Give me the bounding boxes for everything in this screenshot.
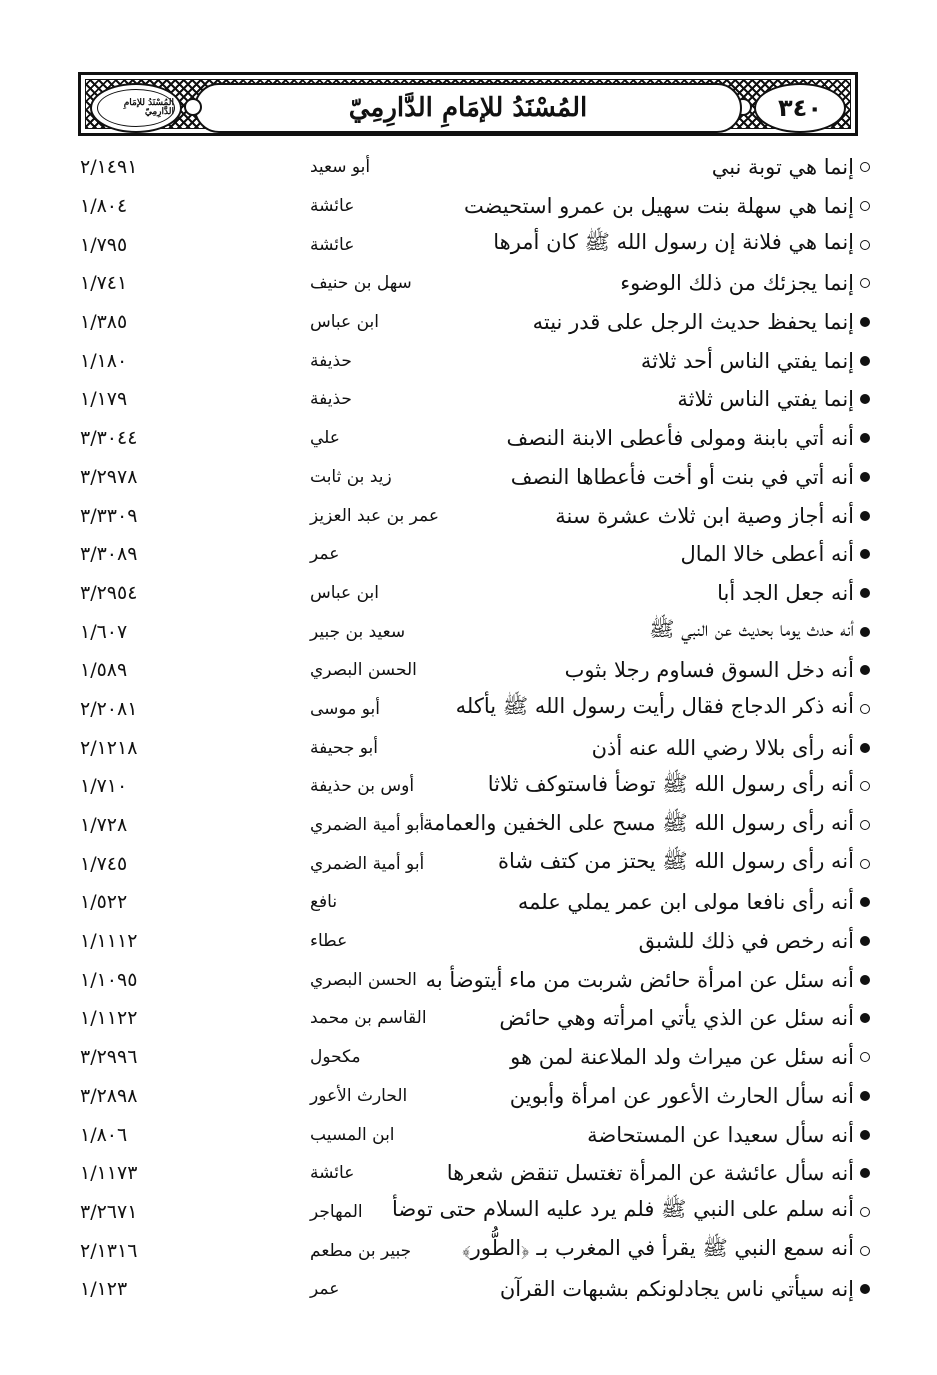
hadith-text: أنه حدث يوما بحديث عن النبي ﷺ [649, 617, 854, 642]
bullet-icon [860, 1246, 870, 1256]
bullet-icon [860, 511, 870, 521]
bullet-icon [860, 1052, 870, 1062]
volume-hadith-ref: ١/٧٩٥ [80, 233, 128, 256]
narrator: نافع [310, 892, 338, 913]
hadith-text: أنه رأى رسول الله ﷺ توضأ فاستوكف ثلاثا [487, 771, 854, 796]
hadith-text: إنما هي سهلة بنت سهيل بن عمرو استحيضت [463, 194, 854, 219]
hadith-text: أنه سمع النبي ﷺ يقرأ في المغرب بـ ﴿الطُّور﴾ [461, 1236, 854, 1261]
bullet-icon [860, 743, 870, 753]
narrator: أبو أمية الضمري [310, 853, 425, 874]
bullet-icon [860, 472, 870, 482]
volume-hadith-ref: ٣/٣٠٨٩ [80, 543, 138, 566]
seal-icon [97, 89, 175, 127]
bullet-icon [860, 278, 870, 288]
index-entry [60, 1154, 870, 1193]
bullet-icon [860, 549, 870, 559]
bullet-icon [860, 433, 870, 443]
bullet-icon [860, 1168, 870, 1178]
volume-hadith-ref: ١/١٨٠ [80, 349, 128, 372]
hadith-text: أنه رأى رسول الله ﷺ يحتز من كتف شاة [497, 849, 854, 874]
volume-hadith-ref: ١/١١٢٢ [80, 1007, 138, 1030]
narrator: أبو سعيد [310, 157, 371, 178]
index-entry [60, 999, 870, 1038]
bullet-icon [860, 1284, 870, 1294]
hadith-text: إنما يحفظ حديث الرجل على قدر نيته [532, 310, 854, 335]
hadith-text: أنه أجاز وصية ابن ثلاث عشرة سنة [555, 503, 854, 528]
narrator: علي [310, 428, 340, 449]
index-entry [60, 303, 870, 342]
narrator: ابن المسيب [310, 1124, 395, 1145]
page-number: ٣٤٠ [778, 94, 822, 122]
narrator: زيد بن ثابت [310, 466, 392, 487]
title-cartouche [194, 83, 742, 133]
index-entry [60, 960, 870, 999]
volume-hadith-ref: ١/٧٢٨ [80, 814, 128, 837]
page-number-medallion [754, 83, 846, 133]
bullet-icon [860, 859, 870, 869]
volume-hadith-ref: ١/٣٨٥ [80, 311, 128, 334]
narrator: أوس بن حذيفة [310, 776, 415, 797]
bullet-icon [860, 317, 870, 327]
volume-hadith-ref: ٢/١٣١٦ [80, 1239, 138, 1262]
bullet-icon [860, 394, 870, 404]
volume-hadith-ref: ٣/٣٣٠٩ [80, 504, 138, 527]
volume-hadith-ref: ١/٨٠٦ [80, 1123, 128, 1146]
volume-hadith-ref: ١/٦٠٧ [80, 620, 128, 643]
hadith-index-list [60, 148, 870, 1309]
narrator: عمر [310, 544, 340, 565]
narrator: عمر [310, 1279, 340, 1300]
bullet-icon [860, 356, 870, 366]
narrator: المهاجر [310, 1201, 363, 1222]
volume-hadith-ref: ٣/٢٩٥٤ [80, 581, 138, 604]
volume-hadith-ref: ١/١٧٩ [80, 388, 128, 411]
volume-hadith-ref: ٢/١٢١٨ [80, 736, 138, 759]
narrator: أبو أمية الضمري [310, 815, 425, 836]
narrator: أبو موسى [310, 698, 380, 719]
index-entry [60, 535, 870, 574]
narrator: عائشة [310, 1163, 355, 1184]
volume-hadith-ref: ٢/٢٠٨١ [80, 697, 138, 720]
narrator: أبو جحيفة [310, 737, 378, 758]
index-entry [60, 419, 870, 458]
bullet-icon [860, 665, 870, 675]
volume-hadith-ref: ١/٥٢٢ [80, 891, 128, 914]
bullet-icon [860, 162, 870, 172]
volume-hadith-ref: ١/١١٧٣ [80, 1162, 138, 1185]
index-entry [60, 883, 870, 922]
narrator: القاسم بن محمد [310, 1008, 427, 1029]
hadith-text: أنه أتي بابنة ومولى فأعطى الابنة النصف [506, 426, 854, 451]
volume-hadith-ref: ٣/٣٠٤٤ [80, 427, 138, 450]
book-title: المُسْنَدُ للإمَامِ الدَّارِمِيّ [348, 93, 588, 123]
index-entry [60, 458, 870, 497]
index-entry [60, 264, 870, 303]
narrator: الحسن البصري [310, 969, 417, 990]
hadith-text: أنه أعطى خالا المال [680, 542, 854, 567]
index-entry [60, 612, 870, 651]
hadith-text: أنه رأى رسول الله ﷺ مسح على الخفين والعمامة [422, 810, 854, 835]
narrator: ابن عباس [310, 312, 380, 333]
volume-hadith-ref: ٣/٢٩٩٦ [80, 1046, 138, 1069]
hadith-text: أنه دخل السوق فساوم رجلا بثوب [564, 658, 854, 683]
volume-hadith-ref: ٣/٢٦٧١ [80, 1200, 138, 1223]
index-entry [60, 1077, 870, 1116]
hadith-text: إنه سيأتي ناس يجادلونكم بشبهات القرآن [499, 1277, 854, 1302]
narrator: الحسن البصري [310, 660, 417, 681]
narrator: عائشة [310, 234, 355, 255]
volume-hadith-ref: ١/١٠٩٥ [80, 968, 138, 991]
bullet-icon [860, 201, 870, 211]
narrator: الحارث الأعور [310, 1085, 408, 1106]
bullet-icon [860, 1207, 870, 1217]
volume-hadith-ref: ١/٨٠٤ [80, 195, 128, 218]
volume-hadith-ref: ١/١٢٣ [80, 1278, 128, 1301]
index-entry [60, 225, 870, 264]
volume-hadith-ref: ٣/٢٨٩٨ [80, 1084, 138, 1107]
narrator: عطاء [310, 931, 348, 952]
bullet-icon [860, 627, 870, 637]
index-entry [60, 1038, 870, 1077]
volume-hadith-ref: ٢/١٤٩١ [80, 156, 138, 179]
hadith-text: أنه سلم على النبي ﷺ فلم يرد عليه السلام حتى توضأ [391, 1197, 854, 1222]
index-entry [60, 922, 870, 961]
flourish-icon [184, 98, 202, 116]
index-entry [60, 844, 870, 883]
seal-text: المُسْنَدُ للإمَامِ الدَّارِمِيّ [123, 98, 174, 117]
index-entry [60, 690, 870, 729]
hadith-text: أنه رأى بلالا رضي الله عنه أذن [591, 735, 854, 760]
bullet-icon [860, 897, 870, 907]
hadith-text: أنه سأل سعيدا عن المستحاضة [587, 1122, 854, 1147]
header-ornament-band [85, 79, 851, 129]
index-entry [60, 380, 870, 419]
hadith-text: أنه جعل الجد أبا [717, 580, 854, 605]
volume-hadith-ref: ١/٧٤٥ [80, 852, 128, 875]
hadith-text: أنه سأل الحارث الأعور عن امرأة وأبوين [509, 1083, 854, 1108]
hadith-text: أنه سئل عن الذي يأتي امرأته وهي حائض [499, 1006, 854, 1031]
index-entry [60, 767, 870, 806]
volume-hadith-ref: ١/٥٨٩ [80, 659, 128, 682]
narrator: سعيد بن جبير [310, 621, 406, 642]
volume-hadith-ref: ١/١١١٢ [80, 930, 138, 953]
index-entry [60, 148, 870, 187]
volume-hadith-ref: ١/٧١٠ [80, 775, 128, 798]
narrator: مكحول [310, 1047, 361, 1068]
hadith-text: أنه سأل عائشة عن المرأة تغتسل تنقض شعرها [446, 1161, 854, 1186]
hadith-text: أنه أتي في بنت أو أخت فأعطاها النصف [510, 464, 854, 489]
seal-medallion [90, 83, 182, 133]
narrator: حذيفة [310, 389, 352, 410]
narrator: ابن عباس [310, 582, 380, 603]
hadith-text: أنه سئل عن امرأة حائض شربت من ماء أيتوضأ به [425, 967, 854, 992]
narrator: عائشة [310, 196, 355, 217]
hadith-text: إنما يجزئك من ذلك الوضوء [620, 271, 854, 296]
index-entry [60, 1115, 870, 1154]
index-entry [60, 341, 870, 380]
bullet-icon [860, 820, 870, 830]
bullet-icon [860, 1130, 870, 1140]
narrator: سهل بن حنيف [310, 273, 412, 294]
hadith-text: إنما هي توبة نبي [711, 155, 854, 180]
bullet-icon [860, 1013, 870, 1023]
index-entry [60, 187, 870, 226]
narrator: جبير بن مطعم [310, 1240, 412, 1261]
bullet-icon [860, 240, 870, 250]
page-header [78, 72, 858, 136]
narrator: عمر بن عبد العزيز [310, 505, 440, 526]
hadith-text: أنه سئل عن ميراث ولد الملاعنة لمن هو [510, 1045, 854, 1070]
index-entry [60, 1193, 870, 1232]
index-entry [60, 806, 870, 845]
hadith-text: إنما يفتي الناس أحد ثلاثة [640, 348, 854, 373]
hadith-text: إنما يفتي الناس ثلاثة [677, 387, 854, 412]
index-entry [60, 1270, 870, 1309]
index-entry [60, 574, 870, 613]
bullet-icon [860, 1091, 870, 1101]
bullet-icon [860, 588, 870, 598]
hadith-text: أنه ذكر الدجاج فقال رأيت رسول الله ﷺ يأكله [455, 694, 854, 719]
hadith-text: أنه رخص في ذلك للشبق [638, 929, 854, 954]
bullet-icon [860, 781, 870, 791]
index-entry [60, 1231, 870, 1270]
bullet-icon [860, 975, 870, 985]
index-entry [60, 728, 870, 767]
index-entry [60, 496, 870, 535]
volume-hadith-ref: ٣/٢٩٧٨ [80, 465, 138, 488]
hadith-text: إنما هي فلانة إن رسول الله ﷺ كان أمرها [493, 230, 854, 255]
hadith-text: أنه رأى نافعا مولى ابن عمر يملي علمه [517, 890, 854, 915]
narrator: حذيفة [310, 350, 352, 371]
volume-hadith-ref: ١/٧٤١ [80, 272, 128, 295]
index-entry [60, 651, 870, 690]
bullet-icon [860, 704, 870, 714]
bullet-icon [860, 936, 870, 946]
